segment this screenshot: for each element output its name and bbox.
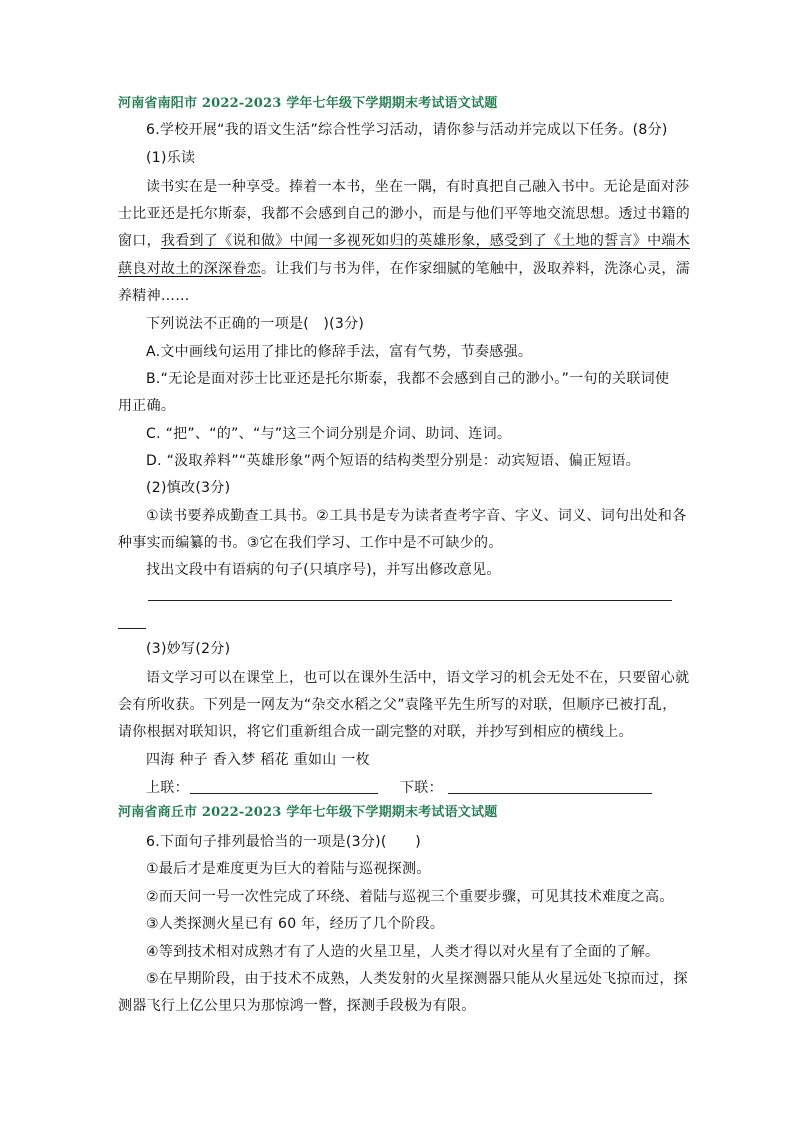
subheading-writing: (3)妙写(2分) bbox=[146, 641, 231, 657]
upper-couplet-label: 上联： bbox=[146, 780, 189, 796]
lower-couplet-blank[interactable] bbox=[448, 793, 652, 794]
underlined-text: 我看到了《说和做》中闻一多视死如归的英雄形象，感受到了《土地的誓言》中端木 bbox=[160, 233, 691, 249]
answer-line bbox=[118, 628, 146, 629]
sentence-item: ①最后才是难度更为巨大的着陆与巡视探测。 bbox=[146, 861, 431, 877]
sentence-item: ③人类探测火星已有 60 年，经历了几个阶段。 bbox=[146, 916, 445, 932]
correction-instruction: 找出文段中有语病的句子(只填序号)，并写出修改意见。 bbox=[146, 562, 501, 578]
underlined-text: 蕻良对故土的深深眷恋 bbox=[118, 261, 261, 277]
correction-text: ①读书要养成勤查工具书。②工具书是专为读者查考字音、字义、词义、词句出处和各 bbox=[146, 508, 687, 524]
sentence-item: ⑤在早期阶段，由于技术不成熟，人类发射的火星探测器只能从火星远处飞掠而过，探 bbox=[146, 971, 688, 987]
couplet-words: 四海 种子 香入梦 稻花 重如山 一枚 bbox=[146, 752, 370, 768]
section-title-shangqiu: 河南省商丘市 2022-2023 学年七年级下学期期末考试语文试题 bbox=[118, 805, 498, 820]
passage-line: 士比亚还是托尔斯泰，我都不会感到自己的渺小，而是与他们平等地交流思想。透过书籍的 bbox=[118, 206, 690, 222]
sentence-item: ④等到技术相对成熟才有了人造的火星卫星，人类才得以对火星有了全面的了解。 bbox=[146, 944, 660, 960]
option-b-cont: 用正确。 bbox=[118, 398, 176, 414]
question-prompt: 下列说法不正确的一项是( )(3分) bbox=[146, 316, 365, 332]
sentence-item-cont: 测器飞行上亿公里只为那惊鸿一瞥，探测手段极为有限。 bbox=[118, 998, 476, 1014]
lower-couplet-label: 下联： bbox=[400, 780, 443, 796]
writing-text: 语文学习可以在课堂上，也可以在课外生活中，语文学习的机会无处不在，只要留心就 bbox=[146, 670, 690, 686]
question-6-stem: 6.学校开展“我的语文生活”综合性学习活动，请你参与活动并完成以下任务。(8分) bbox=[146, 122, 668, 138]
option-c: C. “把”、“的”、“与”这三个词分别是介词、助词、连词。 bbox=[146, 426, 512, 442]
passage-line: 养精神…… bbox=[118, 288, 190, 304]
option-a: A.文中画线句运用了排比的修辞手法，富有气势，节奏感强。 bbox=[146, 344, 533, 360]
question-6-stem: 6.下面句子排列最恰当的一项是(3分)( ) bbox=[146, 834, 422, 850]
option-b: B.“无论是面对莎士比亚还是托尔斯泰，我都不会感到自己的渺小。”一句的关联词使 bbox=[146, 371, 670, 387]
writing-text: 会有所收获。下列是一网友为“杂交水稻之父”袁隆平先生所写的对联，但顺序已被打乱， bbox=[118, 697, 677, 713]
option-d: D. “汲取养料”“英雄形象”两个短语的结构类型分别是：动宾短语、偏正短语。 bbox=[146, 453, 641, 469]
correction-text: 种事实而编纂的书。③它在我们学习、工作中是不可缺少的。 bbox=[118, 535, 503, 551]
subheading-correction: (2)慎改(3分) bbox=[146, 480, 231, 496]
sentence-item: ②而天问一号一次性完成了环绕、着陆与巡视三个重要步骤，可见其技术难度之高。 bbox=[146, 889, 674, 905]
passage-line: 蕻良对故土的深深眷恋。让我们与书为伴，在作家细腻的笔触中，汲取养料，洗涤心灵，濡 bbox=[118, 261, 690, 277]
upper-couplet-blank[interactable] bbox=[190, 793, 378, 794]
answer-line bbox=[148, 600, 672, 601]
passage-line: 窗口，我看到了《说和做》中闻一多视死如归的英雄形象，感受到了《土地的誓言》中端木 bbox=[118, 233, 691, 249]
section-title-nanyang: 河南省南阳市 2022-2023 学年七年级下学期期末考试语文试题 bbox=[118, 96, 498, 111]
passage-line: 读书实在是一种享受。捧着一本书，坐在一隅，有时真把自己融入书中。无论是面对莎 bbox=[146, 179, 690, 195]
subheading-reading: (1)乐读 bbox=[146, 150, 196, 166]
writing-text: 请你根据对联知识，将它们重新组合成一副完整的对联，并抄写到相应的横线上。 bbox=[118, 724, 633, 740]
